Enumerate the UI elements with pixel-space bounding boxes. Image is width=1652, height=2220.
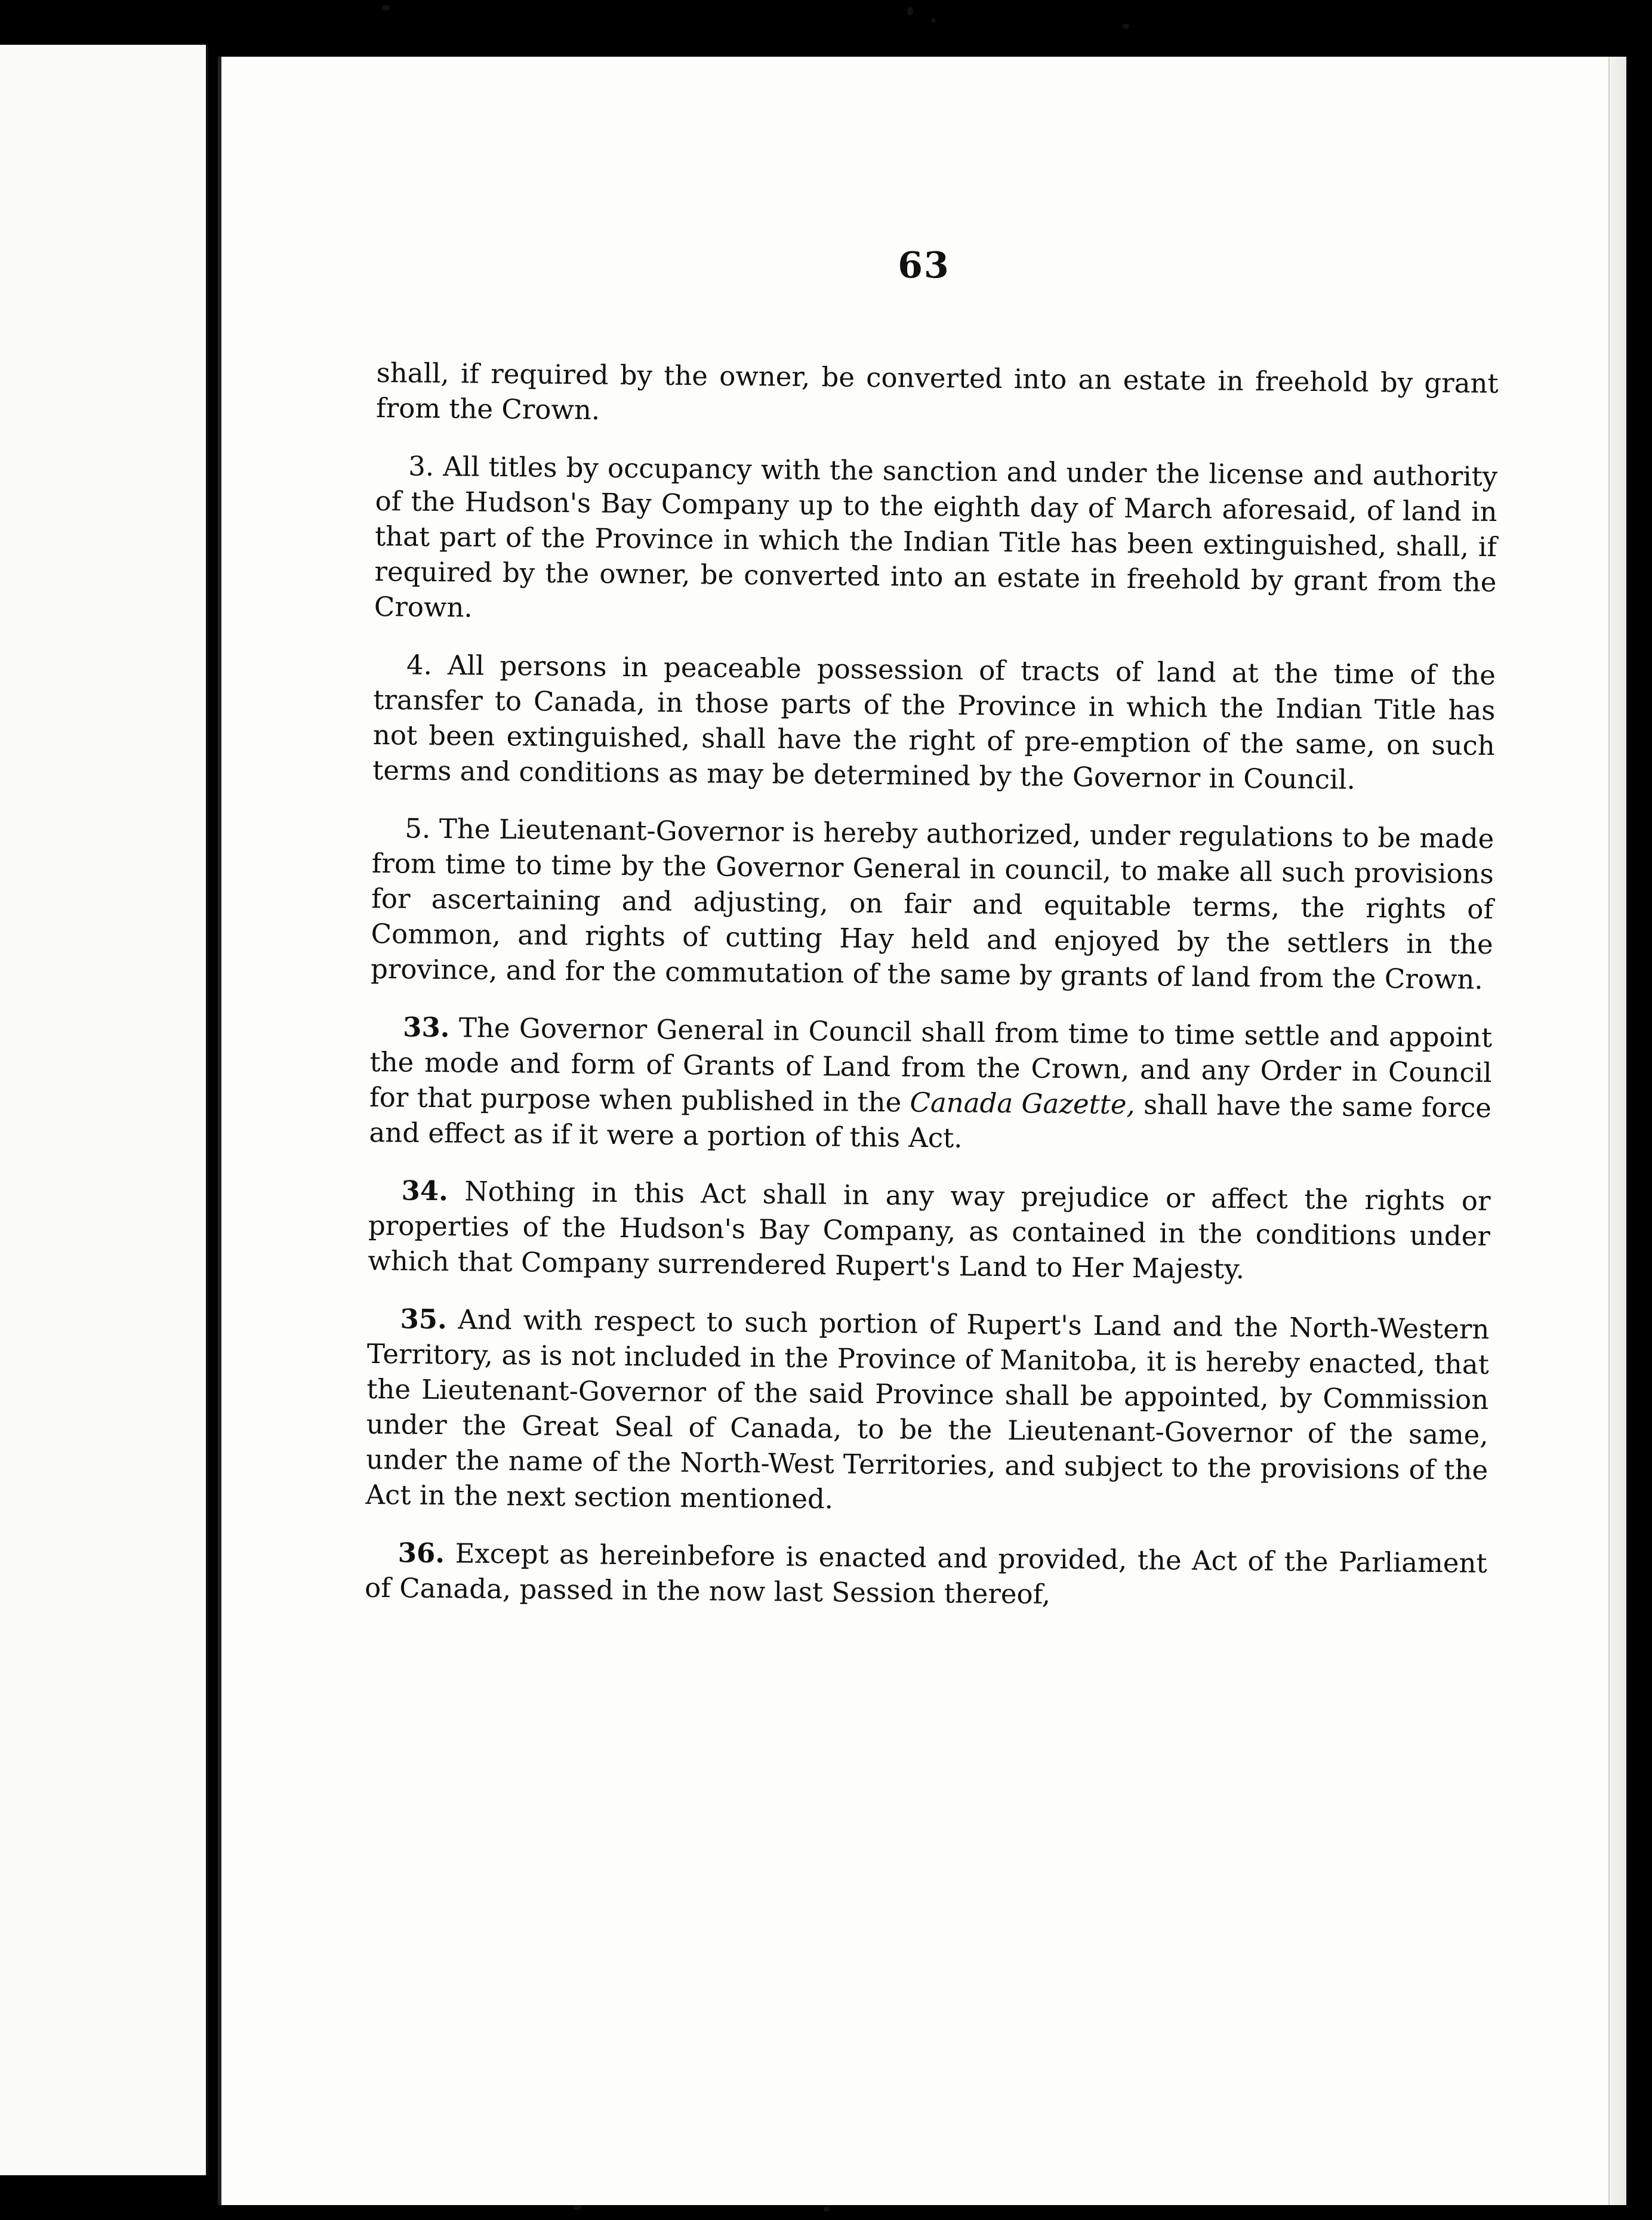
- paragraph-continuation: [376, 355, 1499, 436]
- section-34: [368, 1173, 1491, 1289]
- printed-page: [218, 57, 1626, 2205]
- paragraph-text: All persons in peaceable possession of tracts of land at the time of the transfer to Canada, in those parts of the Province in which the Indian Title has not been extinguished, shall have the right of pre-emption of the same, on such terms and conditions as may be determined by the Governor in Council.: [372, 649, 1496, 796]
- scan-speck: [573, 2205, 581, 2210]
- section-35: [365, 1301, 1489, 1523]
- section-number: 36.: [397, 1537, 445, 1570]
- paragraph-text: The Governor General in Council shall from time to time settle and appoint the mode and form of Grants of Land from the Crown, and any Order in Council for that purpose when published in the: [369, 1012, 1493, 1118]
- publication-title: Canada Gazette,: [910, 1086, 1136, 1121]
- scan-speck: [1122, 24, 1129, 29]
- scan-speck: [382, 5, 390, 11]
- subsection-number: 4.: [406, 649, 433, 681]
- section-33: [369, 1009, 1492, 1161]
- paragraph-text: All titles by occupancy with the sanction and under the license and authority of the Hudson's Bay Company up to the eighth day of March aforesaid, of land in that part of the Province in which the Indian Title has been extinguished, shall, if required by the owner, be converted into an estate in freehold by grant from the Crown.: [374, 451, 1498, 624]
- subsection-5: [371, 810, 1494, 997]
- facing-page-edge: [0, 45, 208, 2175]
- paragraph-text: shall have the same force and effect as if it were a portion of this Act.: [369, 1089, 1492, 1154]
- subsection-number: 5.: [405, 812, 431, 844]
- section-36: [365, 1535, 1487, 1616]
- body-text: [365, 355, 1499, 1639]
- section-number: 35.: [400, 1303, 448, 1336]
- scan-speck: [824, 2207, 830, 2212]
- scan-speck: [907, 7, 913, 16]
- subsection-3: [374, 448, 1498, 635]
- subsection-4: [372, 647, 1496, 798]
- scan-speck: [931, 18, 936, 23]
- page-number: 63: [898, 245, 950, 286]
- paragraph-text: shall, if required by the owner, be converted into an estate in freehold by grant from the Crown.: [375, 356, 1499, 426]
- section-number: 34.: [401, 1174, 449, 1207]
- paragraph-text: And with respect to such portion of Rupert's Land and the North-Western Territory, as is not included in the Province of Manitoba, it is hereby enacted, that the Lieutenant-Governor of the said Province shall be appointed, by Commission under the Great Seal of Canada, to be the Lieutenant-Governor of the same, under the name of the North-West Territories, and subject to the provisions of the Act in the next section mentioned.: [365, 1303, 1490, 1515]
- paragraph-text: Except as hereinbefore is enacted and provided, the Act of the Parliament of Canada, passed in the now last Session thereof,: [364, 1537, 1487, 1610]
- subsection-number: 3.: [408, 450, 434, 482]
- section-number: 33.: [402, 1011, 450, 1044]
- page-edge-shadow: [1608, 57, 1626, 2205]
- paragraph-text: The Lieutenant-Governor is hereby authorized, under regulations to be made from time to time by the Governor General in council, to make all such provisions for ascertaining and adjusting, on fair and equitable terms, the rights of Common, and rights of cutting Hay held and enjoyed by the settlers in the province, and for the commutation of the same by grants of land from the Crown.: [370, 813, 1494, 995]
- paragraph-text: Nothing in this Act shall in any way prejudice or affect the rights or properties of the Hudson's Bay Company, as contained in the conditions under which that Company surrendered Rupert's Land to Her Majesty.: [368, 1175, 1491, 1285]
